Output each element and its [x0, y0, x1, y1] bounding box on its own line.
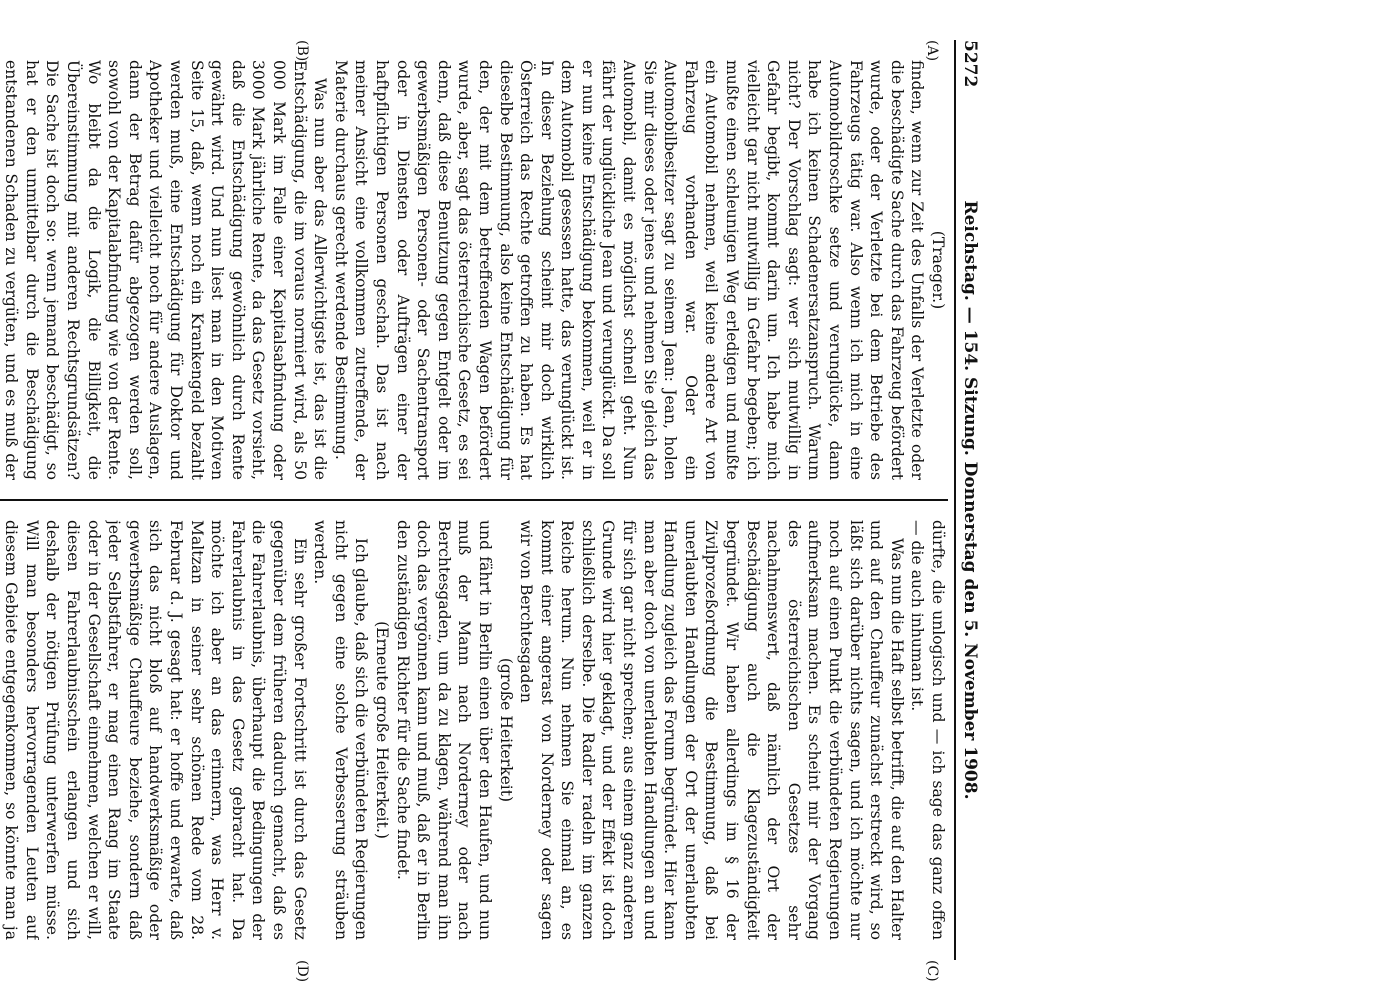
interjection: (große Heiterkeit) [496, 657, 515, 803]
interjection: (Erneute große Heiterkeit.) [372, 621, 391, 839]
paragraph: Ein sehr großer Fortschritt ist durch das Gesetz gegenüber dem früheren dadurch gemacht, daß es die Fahrerlaubnis, überhaupt die Bedingungen der Fahrerlaubnis in das Gesetz gebracht hat. Da möchte ich aber an das erinnern, was Herr v. Maltzan in seiner sehr schönen Rede vom 28. Februar d. J. gesagt hat: er hoffe und erwarte, daß sich das nicht bloß auf handwerksmäßige oder gewerbsmäßige Chauffeure beziehe, sondern daß jeder Selbstfahrer, er mag einen Rang im Staate oder in der Gesellschaft einnehmen, welchen er will, diesen Fahrerlaubnisschein erlangen und sich deshalb der nötigen Prüfung unterwerfen müsse. Will man besonders hervorragenden Leuten auf diesem Gebiete entgegenkommen, so könnte man ja [2, 520, 309, 940]
right-column [0, 520, 948, 940]
margin-mark-c: (C) [924, 960, 940, 982]
page-header [954, 40, 992, 960]
speaker-label: (Traeger.) [929, 230, 947, 310]
column-rule [0, 499, 948, 501]
paragraph: dürfte, die unlogisch und — ich sage das ganz offen — die auch inhuman ist. [908, 520, 947, 940]
header-title: Reichstag. — 154. Sitzung. Donnerstag den 5. November 1908. [960, 200, 980, 800]
left-column [0, 60, 948, 480]
paragraph: finden, wenn zur Zeit des Unfalls der Verletzte oder die beschädigte Sache durch das Fahrzeug befördert wurde, oder der Verletzte bei dem Betriebe des Fahrzeugs tätig war. Also wenn ich mich in eine Automobildroschke setze und verunglücke, dann habe ich keinen Schadenersatzanspruch. Warum nicht? Der Vorschlag sagt: wer sich mutwillig in Gefahr begibt, kommt darin um. Ich habe mich vielleicht gar nicht mutwillig in Gefahr begeben; ich mußte einen schleunigen Weg erledigen und mußte ein Automobil nehmen, weil keine andere Art von Fahrzeug vorhanden war. Oder ein Automobilbesitzer sagt zu seinem Jean: Jean, holen Sie mir dieses oder jenes und nehmen Sie gleich das Automobil, damit es möglichst schnell geht. Nun fährt der unglückliche Jean und verunglückt. Da soll er nun keine Entschädigung bekommen, weil er in dem Automobil gesessen hatte, das verunglückt ist. In dieser Beziehung scheint mir doch wirklich Österreich das Rechte getroffen zu haben. Es hat dieselbe Bestimmung, also keine Entschädigung für den, der mit dem betreffenden Wagen befördert wurde, aber, sagt das österreichische Gesetz, es sei denn, daß diese Benutzung gegen Entgelt oder im gewerbsmäßigen Personen- oder Sachentransport oder in Diensten oder Aufträgen einer der haftpflichtigen Personen geschah. Das ist nach meiner Ansicht eine vollkommen zutreffende, der Materie durchaus gerecht werdende Bestimmung. [331, 60, 927, 480]
page-number: 5272 [960, 40, 980, 88]
paragraph: Was nun die Haft selbst betrifft, die auf den Halter und auf den Chauffeur zunächst erstreckt wird, so läßt sich darüber nichts sagen, und ich möchte nur noch auf einen Punkt die verbündeten Regierungen aufmerksam machen. Es scheint mir der Vorgang des österreichischen Gesetzes sehr nachahmenswert, daß nämlich der Ort der Beschädigung auch die Klagezuständigkeit begründet. Wir haben allerdings im § 16 der Zivilprozeßordnung die Bestimmung, daß bei unerlaubten Handlungen der Ort der unerlaubten Handlung zugleich das Forum begründet. Hier kann man aber doch von unerlaubten Handlungen an und für sich gar nicht sprechen; aus einem ganz anderen Grunde wird hier geklagt, und der Effekt ist doch schließlich derselbe. Die Radler radeln im ganzen Reiche herum. Nun nehmen Sie einmal an, es kommt einer angerast von Norderney oder sagen wir von Berchtesgaden [517, 520, 906, 940]
margin-mark-a: (A) [924, 40, 940, 62]
paragraph: und fährt in Berlin einen über den Haufen, und nun muß der Mann nach Norderney oder nach Berchtesgaden, um da zu klagen, während man ihn doch das vergönnen kann und muß, daß er in Berlin den zuständigen Richter für die Sache findet. [393, 520, 494, 940]
paragraph: Was nun aber das Allerwichtigste ist, das ist die Entschädigung, die im voraus normiert wird, als 50 000 Mark im Falle einer Kapitalsabfindung oder 3000 Mark jährliche Rente, da das Gesetz vorsieht, daß die Entschädigung gewöhnlich durch Rente gewährt wird. Und nun liest man in den Motiven Seite 15, daß, wenn noch ein Krankengeld bezahlt werden muß, eine Entschädigung für Doktor und Apotheker und vielleicht noch für andere Auslagen, dann der Betrag dafür abgezogen werden soll, sowohl von der Kapitalabfindung wie von der Rente. Wo bleibt da die Logik, die Billigkeit, die Übereinstimmung mit anderen Rechtsgrundsätzen? Die Sache ist doch so: wenn jemand beschädigt, so hat er den unmittelbar durch die Beschädigung entstandenen Schaden zu vergüten, und es muß der [2, 60, 330, 480]
margin-mark-b: (B) [294, 40, 310, 62]
paragraph: Ich glaube, daß sich die verbündeten Regierungen nicht gegen eine solche Verbesserung sträuben werden. [311, 520, 371, 940]
margin-mark-d: (D) [294, 960, 310, 983]
